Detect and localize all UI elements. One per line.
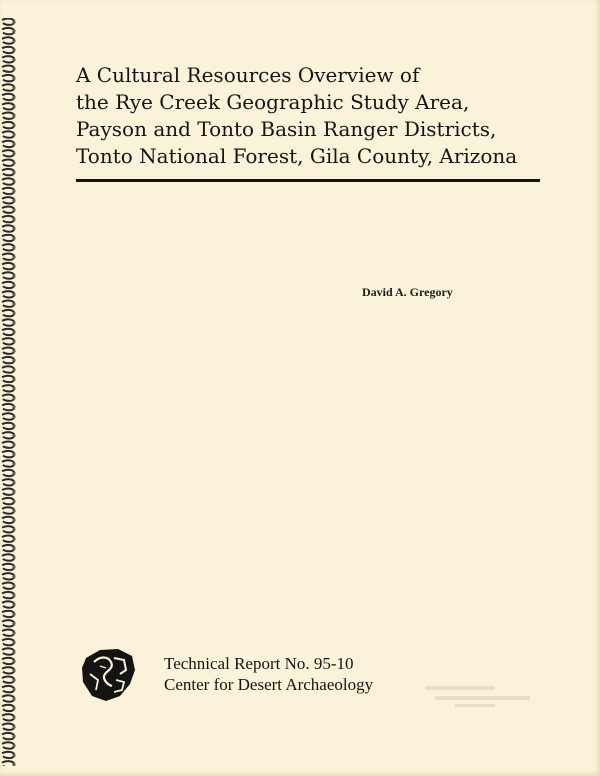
binding-hole bbox=[12, 20, 15, 23]
binding-hole bbox=[12, 594, 15, 597]
binding-hole bbox=[12, 340, 15, 343]
binding-hole bbox=[12, 171, 15, 174]
spiral-coil bbox=[2, 761, 14, 766]
binding-hole bbox=[12, 349, 15, 352]
binding-hole bbox=[12, 190, 15, 193]
binding-hole bbox=[12, 396, 15, 399]
binding-hole bbox=[12, 321, 15, 324]
binding-hole bbox=[12, 331, 15, 334]
binding-hole bbox=[12, 237, 15, 240]
binding-hole bbox=[12, 735, 15, 738]
binding-hole bbox=[12, 58, 15, 61]
binding-hole bbox=[12, 575, 15, 578]
binding-hole bbox=[12, 199, 15, 202]
binding-hole bbox=[12, 425, 15, 428]
binding-hole bbox=[12, 255, 15, 258]
binding-hole bbox=[12, 509, 15, 512]
author-name: David A. Gregory bbox=[362, 285, 453, 299]
publisher-name: Center for Desert Archaeology bbox=[164, 675, 374, 694]
binding-hole bbox=[12, 387, 15, 390]
binding-hole bbox=[12, 500, 15, 503]
binding-hole bbox=[12, 707, 15, 710]
binding-hole bbox=[12, 622, 15, 625]
binding-hole bbox=[12, 528, 15, 531]
binding-hole bbox=[12, 114, 15, 117]
binding-hole bbox=[12, 725, 15, 728]
binding-hole bbox=[12, 161, 15, 164]
binding-hole bbox=[12, 265, 15, 268]
binding-hole bbox=[12, 472, 15, 475]
center-for-desert-archaeology-logo-icon bbox=[78, 644, 138, 704]
binding-hole bbox=[12, 246, 15, 249]
binding-hole bbox=[12, 302, 15, 305]
binding-hole bbox=[12, 556, 15, 559]
binding-hole bbox=[12, 697, 15, 700]
binding-hole bbox=[12, 566, 15, 569]
binding-hole bbox=[12, 378, 15, 381]
binding-hole bbox=[12, 284, 15, 287]
binding-hole bbox=[12, 641, 15, 644]
binding-hole bbox=[12, 434, 15, 437]
binding-hole bbox=[12, 481, 15, 484]
binding-hole bbox=[12, 274, 15, 277]
binding-hole bbox=[12, 415, 15, 418]
binding-hole bbox=[12, 678, 15, 681]
binding-hole bbox=[12, 30, 15, 33]
binding-hole bbox=[12, 660, 15, 663]
binding-hole bbox=[12, 631, 15, 634]
binding-hole bbox=[12, 105, 15, 108]
binding-hole bbox=[12, 613, 15, 616]
binding-hole bbox=[12, 584, 15, 587]
binding-hole bbox=[12, 39, 15, 42]
binding-hole bbox=[12, 754, 15, 757]
binding-hole bbox=[12, 77, 15, 80]
title-divider bbox=[76, 179, 540, 182]
binding-hole bbox=[12, 744, 15, 747]
title-line: Payson and Tonto Basin Ranger Districts, bbox=[76, 117, 497, 141]
binding-hole bbox=[12, 49, 15, 52]
binding-hole bbox=[12, 67, 15, 70]
binding-hole bbox=[12, 312, 15, 315]
binding-hole bbox=[12, 650, 15, 653]
report-title bbox=[76, 62, 556, 170]
binding-hole bbox=[12, 669, 15, 672]
spiral-binding-icon bbox=[0, 18, 18, 766]
binding-hole bbox=[12, 218, 15, 221]
binding-hole bbox=[12, 86, 15, 89]
binding-hole bbox=[12, 716, 15, 719]
binding-hole bbox=[12, 443, 15, 446]
binding-hole bbox=[12, 519, 15, 522]
binding-hole bbox=[12, 547, 15, 550]
bleed-through-marks bbox=[425, 684, 535, 710]
report-number: Technical Report No. 95-10 bbox=[164, 654, 354, 673]
title-line: Tonto National Forest, Gila County, Arizona bbox=[76, 144, 518, 168]
binding-hole bbox=[12, 96, 15, 99]
binding-hole bbox=[12, 406, 15, 409]
binding-hole bbox=[12, 124, 15, 127]
binding-hole bbox=[12, 453, 15, 456]
binding-hole bbox=[12, 368, 15, 371]
binding-hole bbox=[12, 603, 15, 606]
binding-hole bbox=[12, 133, 15, 136]
title-line: A Cultural Resources Overview of bbox=[76, 63, 420, 87]
binding-hole bbox=[12, 688, 15, 691]
binding-hole bbox=[12, 227, 15, 230]
binding-hole bbox=[12, 143, 15, 146]
binding-hole bbox=[12, 359, 15, 362]
title-line: the Rye Creek Geographic Study Area, bbox=[76, 90, 470, 114]
binding-hole bbox=[12, 208, 15, 211]
binding-hole bbox=[12, 180, 15, 183]
binding-hole bbox=[12, 462, 15, 465]
binding-hole bbox=[12, 490, 15, 493]
report-info bbox=[164, 653, 373, 695]
binding-hole bbox=[12, 293, 15, 296]
binding-hole bbox=[12, 152, 15, 155]
binding-hole bbox=[12, 537, 15, 540]
